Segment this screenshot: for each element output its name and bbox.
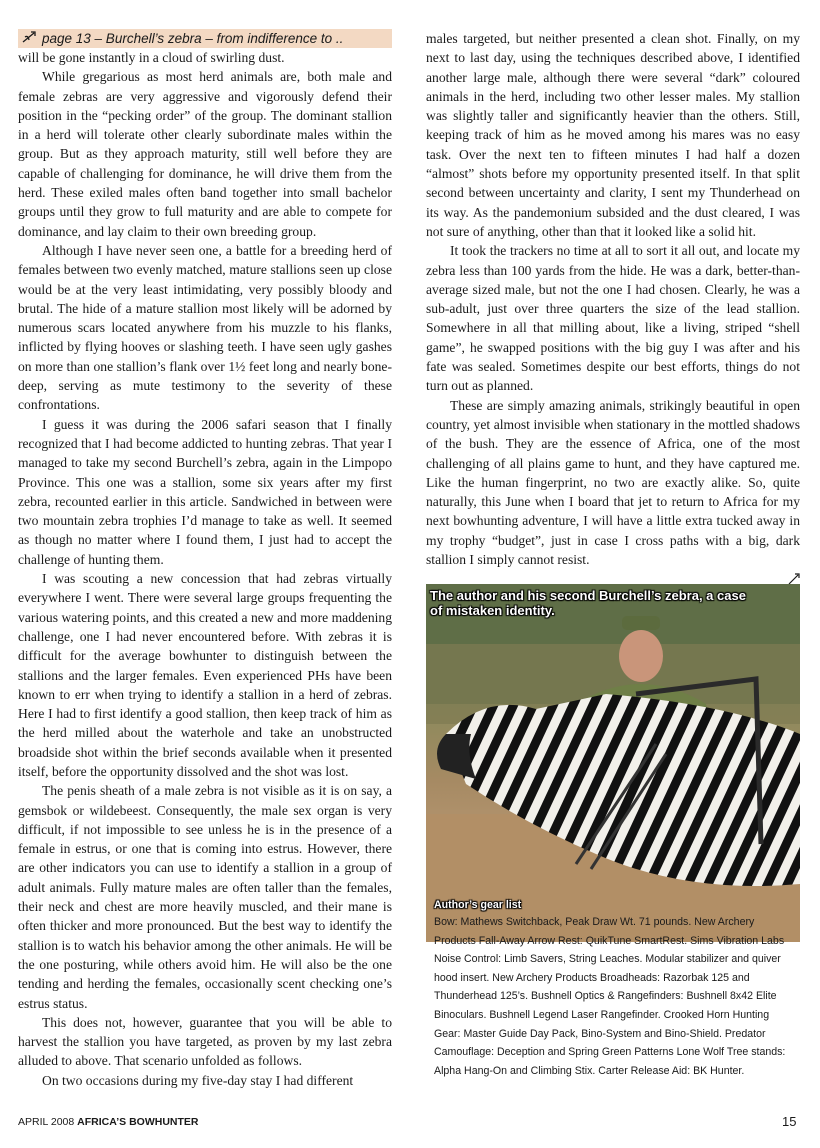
- paragraph: On two occasions during my five-day stay I had different: [42, 1072, 354, 1088]
- paragraph: males targeted, but neither presented a clean shot. Finally, on my next to last day, using the techniques described above, I identified another large male, although there were several “dark” coloured animals in the herd, including two other lesser males. My stallion was slightly taller and significantly heavier than the others. Still, keeping track of him as he moved among his mares was no easy task. Over the next ten to fifteen minutes I had half a dozen “almost” shots before my opportunity presented itself. In that split second between uncertainty and clarity, I sent my Thunderhead on its way. As the pandemonium subsided and the dust cleared, I was not sure of anything, other than that it looked like a solid hit.: [426, 31, 800, 239]
- paragraph: While gregarious as most herd animals are, both male and female zebras are very aggressive and vigorously defend their position in the “pecking order” of the group. The dominant stallion in a herd will tolerate other clearly subordinate males within the group. But as they approach maturity, still well before they are capable of challenging for dominance, he will drive them from the herd. These exiled males often band together into small bachelor groups until they grow to full maturity and are able to compete for dominance, and lay claim to their own breeding group.: [18, 69, 392, 239]
- paragraph: The penis sheath of a male zebra is not visible as it is on say, a gemsbok or wildebeest. Consequently, the male sex organ is very difficult, if not impossible to see unless he is in the presence of a female in estrus, or one that is coming into estrus. However, there are other indicators you can use to identify a stallion in a group of adult animals. Fully mature males are often taller than the females, their neck and chest are more heavily muscled, and their mane is often thicker and more pronounced. But the best way to identify the stallion is to watch his behavior among the other animals. He will be the one posturing, while others avoid him. He will also be the one tending and herding the females, occasionally scent checking one’s estrus status.: [18, 783, 392, 1011]
- left-column: [18, 48, 392, 1090]
- gear-list: [426, 897, 800, 1080]
- paragraph: It took the trackers no time at all to sort it all out, and locate my zebra less than 100 yards from the hide. He was a dark, better-than-average sized male, but not the one I had chosen. Clearly, he was a sub-adult, just over three quarters the size of the lead stallion. Somewhere in all that milling about, like a living, striped “shell game”, he swapped positions with the big guy I was after and his fate was sealed. Sometimes despite our best efforts, things do not turn out as planned.: [426, 243, 800, 394]
- footer-magazine: AFRICA’S BOWHUNTER: [77, 1116, 199, 1128]
- paragraph: will be gone instantly in a cloud of swirling dust.: [18, 50, 285, 65]
- bowhunter-icon: [22, 29, 38, 48]
- right-column: [426, 29, 800, 591]
- paragraph: These are simply amazing animals, strikingly beautiful in open country, yet almost invisible when stationary in the mottled shadows of the bush. They are the essence of Africa, one of the most challenging of all plains game to hunt, and they have captured me. Like the human fingerprint, no two are exactly alike. So, quite naturally, this June when I board that jet to return to Africa for my next bowhunting adventure, I will have a little extra tucked away in my trophy “budget”, just in case I cross paths with a big, dark stallion I simply cannot resist.: [426, 397, 800, 568]
- photo-caption: The author and his second Burchell’s zebra, a case of mistaken identity.: [430, 588, 746, 618]
- zebra-photo: [426, 584, 800, 942]
- paragraph: I was scouting a new concession that had zebras virtually everywhere I went. There were several large groups frequenting the various watering points, and this created a new and more maddening challenge, one I had never encountered before. With zebras it is difficult for the average bowhunter to distinguish between the stallions and the larger females. Even experienced PHs have been known to err when trying to identify a stallion in a herd of zebras. Here I had to first identify a good stallion, then keep track of him as the herd milled about the waterhole and take an unobstructed broadside shot within the brief seconds available when it presented itself, before the opportunity dissolved and the shot was lost.: [18, 571, 392, 779]
- paragraph: I guess it was during the 2006 safari season that I finally recognized that I had become addicted to hunting zebras. That year I managed to take my second Burchell’s zebra, again in the Limpopo Province. This one was a stallion, some six years after my first zebra, recounted earlier in this article. Sandwiched in between were two mountain zebra trophies I’d manage to take as well. It seemed as though no matter where I found them, I just had to accept the challenge of hunting them.: [18, 416, 392, 567]
- gear-list-body: Bow: Mathews Switchback, Peak Draw Wt. 71 pounds. New Archery Products Fall-Away Arrow Rest: QuikTune SmartRest. Sims Vibration Labs Noise Control: Limb Savers, String Leaches. Modular stabilizer and quiver hood insert. New Archery Products Broadheads: Razorbak 125 and Thunderhead 125’s. Bushnell Optics & Rangefinders: Bushnell 8x42 Elite Binoculars. Bushnell Legend Laser Rangefinder. Crooked Horn Hunting Gear: Master Guide Day Pack, Bino-System and Bino-Shield. Predator Camouflage: Deception and Spring Green Patterns Lone Wolf Tree stands: Alpha Hang-On and Climbing Stix. Carter Release Aid: BK Hunter.: [434, 916, 786, 1077]
- paragraph: Although I have never seen one, a battle for a breeding herd of females between two evenly matched, mature stallions seen up close would be at the very least intimidating, very possibly bloody and brutal. The hide of a mature stallion most likely will be adorned by numerous scars located anywhere from his muzzle to his flanks, inflicted by flying hooves or slashing teeth. I have seen ugly gashes on more than one stallion’s flank over 1½ feet long and nearly bone-deep, serving as mute testimony to the severity of these confrontations.: [18, 242, 392, 413]
- zebra-photo-illustration: [426, 584, 800, 942]
- footer-date: APRIL 2008: [18, 1116, 75, 1128]
- footer: [18, 1116, 199, 1128]
- paragraph: This does not, however, guarantee that you will be able to harvest the stallion you have targeted, as proven by my last zebra alluded to above. That scenario unfolded as follows.: [18, 1014, 392, 1069]
- gear-list-title: Author’s gear list: [434, 899, 522, 911]
- header-title: page 13 – Burchell’s zebra – from indifference to ..: [42, 31, 344, 46]
- page-number: 15: [782, 1114, 797, 1129]
- running-header: [22, 29, 343, 48]
